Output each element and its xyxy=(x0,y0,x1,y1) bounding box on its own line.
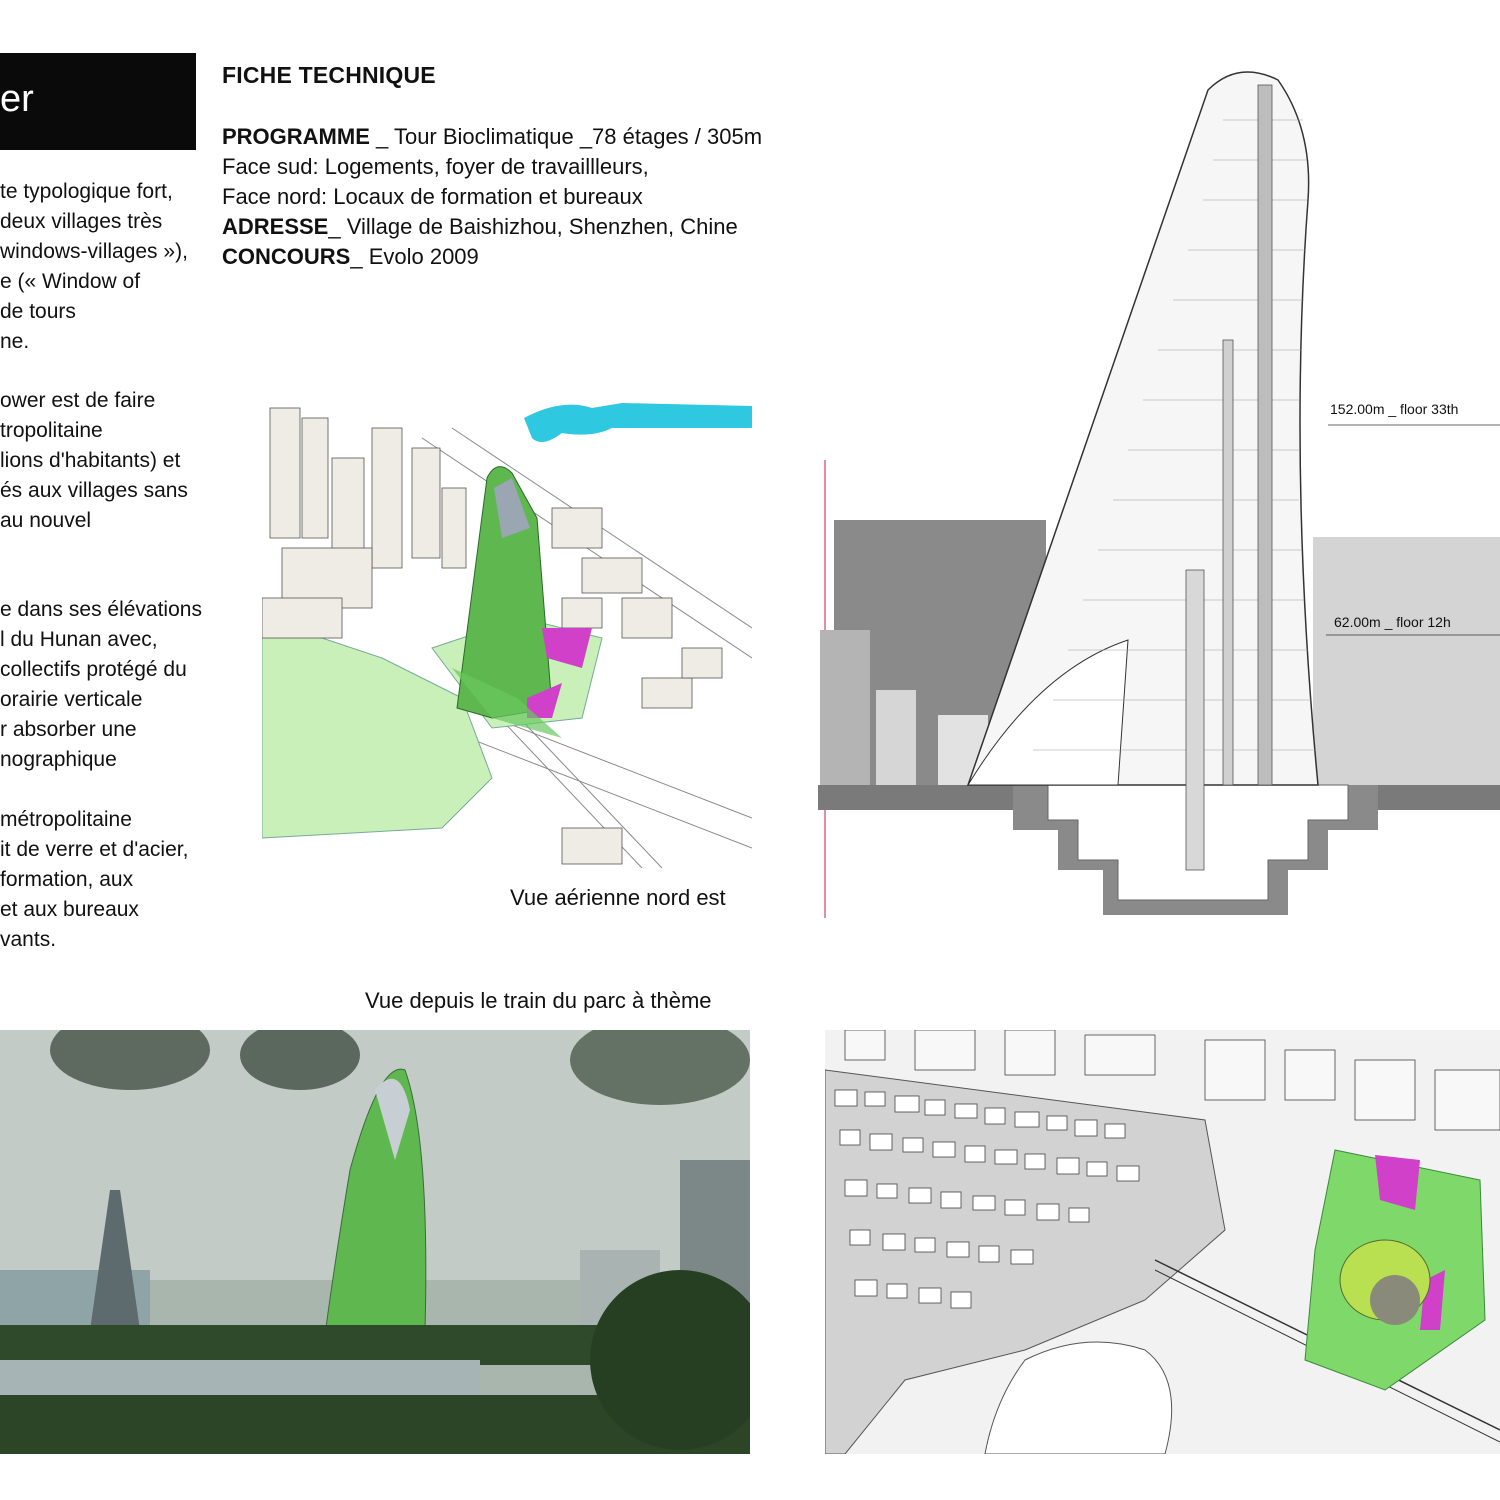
body-paragraph-3: e dans ses élévations l du Hunan avec, collectifs protégé du orairie verticale r absorber une nographique xyxy=(0,598,202,771)
fiche-technique-heading: FICHE TECHNIQUE xyxy=(222,62,436,88)
concours-label: CONCOURS xyxy=(222,244,351,269)
tower-section-drawing xyxy=(818,50,1500,920)
adresse-line xyxy=(222,212,762,242)
face-sud-line: Face sud: Logements, foyer de travaillleurs, xyxy=(222,154,649,179)
programme-line xyxy=(222,122,762,152)
concours-line xyxy=(222,242,762,272)
aerial-view-caption: Vue aérienne nord est xyxy=(510,885,726,910)
level-62-label: 62.00m _ floor 12h xyxy=(1334,614,1451,630)
face-nord-line: Face nord: Locaux de formation et bureaux xyxy=(222,184,643,209)
aerial-view-image xyxy=(262,398,752,868)
level-152-label: 152.00m _ floor 33th xyxy=(1330,401,1459,417)
fiche-technique-body xyxy=(222,122,762,272)
body-paragraph-2: ower est de faire tropolitaine lions d'habitants) et és aux villages sans au nouvel xyxy=(0,389,188,532)
adresse-value: _ Village de Baishizhou, Shenzhen, Chine xyxy=(328,214,738,239)
body-paragraph-1: te typologique fort, deux villages très windows-villages »), e (« Window of de tours ne. xyxy=(0,180,188,353)
title-block xyxy=(0,53,196,150)
concours-value: _ Evolo 2009 xyxy=(350,244,479,269)
body-paragraph-4: métropolitaine it de verre et d'acier, formation, aux et aux bureaux vants. xyxy=(0,808,189,951)
train-view-caption: Vue depuis le train du parc à thème xyxy=(365,988,712,1013)
train-view-image xyxy=(0,1030,750,1454)
page-title: er xyxy=(0,78,34,120)
programme-label: PROGRAMME xyxy=(222,124,370,149)
adresse-label: ADRESSE xyxy=(222,214,329,239)
site-plan-image xyxy=(825,1030,1500,1454)
programme-value: _ Tour Bioclimatique _78 étages / 305m xyxy=(369,124,763,149)
